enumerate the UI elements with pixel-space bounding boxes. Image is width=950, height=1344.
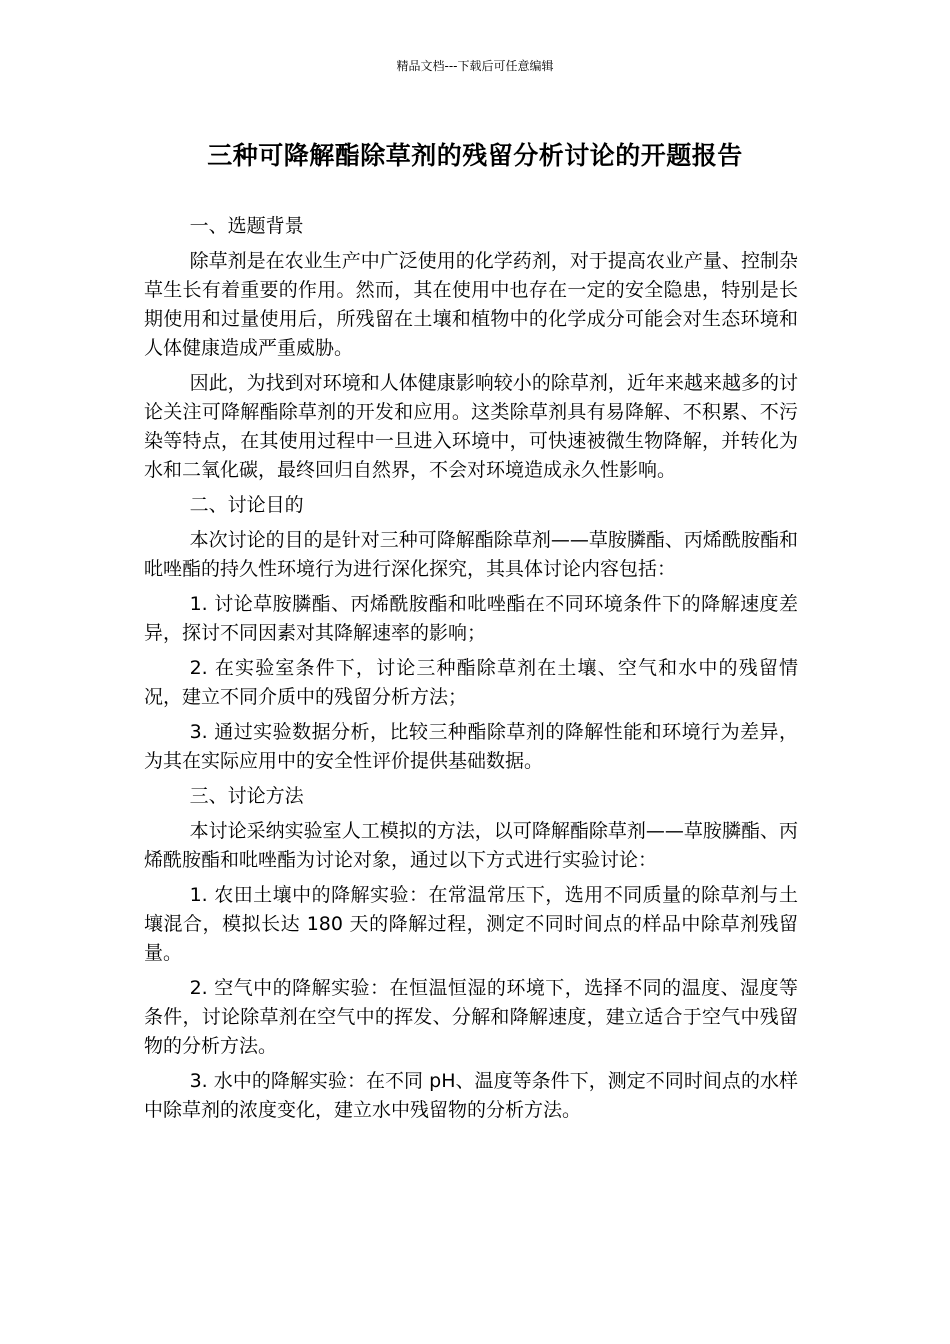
- list-item-method-1: 1. 农田土壤中的降解实验：在常温常压下，选用不同质量的除草剂与土壤混合，模拟长达 180 天的降解过程，测定不同时间点的样品中除草剂残留量。: [144, 884, 798, 964]
- section-heading-methods: 三、讨论方法: [189, 785, 304, 807]
- section-heading-purpose: 二、讨论目的: [189, 494, 304, 516]
- list-item-method-3: 3. 水中的降解实验：在不同 pH、温度等条件下，测定不同时间点的水样中除草剂的浓度变化，建立水中残留物的分析方法。: [144, 1070, 798, 1121]
- paragraph-background-2: 因此，为找到对环境和人体健康影响较小的除草剂，近年来越来越多的讨论关注可降解酯除草剂的开发和应用。这类除草剂具有易降解、不积累、不污染等特点，在其使用过程中一旦进入环境中，可快速被微生物降解，并转化为水和二氧化碳，最终回归自然界，不会对环境造成永久性影响。: [144, 372, 798, 481]
- list-item-purpose-1: 1. 讨论草胺膦酯、丙烯酰胺酯和吡唑酯在不同环境条件下的降解速度差异，探讨不同因素对其降解速率的影响；: [144, 593, 798, 644]
- list-item-purpose-2: 2. 在实验室条件下，讨论三种酯除草剂在土壤、空气和水中的残留情况，建立不同介质中的残留分析方法；: [144, 657, 798, 708]
- list-item-method-2: 2. 空气中的降解实验：在恒温恒湿的环境下，选择不同的温度、湿度等条件，讨论除草剂在空气中的挥发、分解和降解速度，建立适合于空气中残留物的分析方法。: [144, 977, 798, 1057]
- list-item-purpose-3: 3. 通过实验数据分析，比较三种酯除草剂的降解性能和环境行为差异，为其在实际应用中的安全性评价提供基础数据。: [144, 721, 798, 772]
- document-title: 三种可降解酯除草剂的残留分析讨论的开题报告: [207, 141, 743, 170]
- paragraph-purpose-intro: 本次讨论的目的是针对三种可降解酯除草剂——草胺膦酯、丙烯酰胺酯和吡唑酯的持久性环境行为进行深化探究，其具体讨论内容包括：: [144, 529, 798, 580]
- page-header: 精品文档---下载后可任意编辑: [396, 59, 554, 73]
- paragraph-methods-intro: 本讨论采纳实验室人工模拟的方法，以可降解酯除草剂——草胺膦酯、丙烯酰胺酯和吡唑酯为讨论对象，通过以下方式进行实验讨论：: [144, 820, 798, 871]
- document-body: [144, 212, 798, 1131]
- section-heading-background: 一、选题背景: [189, 215, 304, 237]
- paragraph-background-1: 除草剂是在农业生产中广泛使用的化学药剂，对于提高农业产量、控制杂草生长有着重要的作用。然而，其在使用中也存在一定的安全隐患，特别是长期使用和过量使用后，所残留在土壤和植物中的化学成分可能会对生态环境和人体健康造成严重威胁。: [144, 250, 798, 359]
